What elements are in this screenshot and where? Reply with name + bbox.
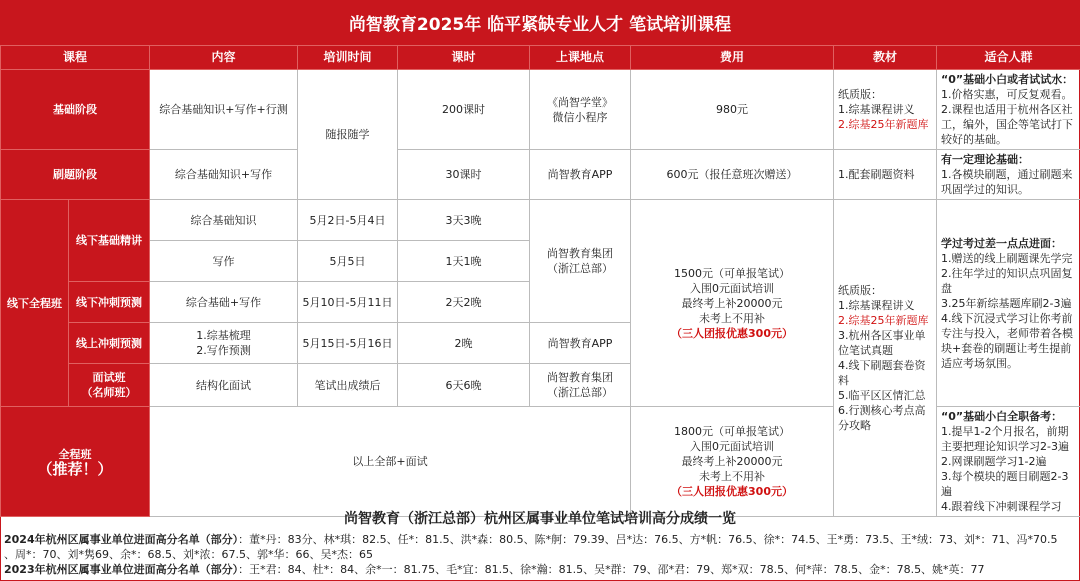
material-line: 纸质版： xyxy=(838,284,883,297)
material-line: 5.临平区区情汇总 xyxy=(838,389,926,402)
o1-content1: 综合基础知识 xyxy=(150,200,298,241)
offline-place-line1: 尚智教育集团 xyxy=(547,247,614,260)
drill-fee: 600元（报任意班次赠送） xyxy=(631,150,834,200)
audience-line: 2.课程也适用于杭州各区社工，编外，国企等笔试打下较好的基础。 xyxy=(941,103,1074,146)
o2-time: 5月10日-5月11日 xyxy=(298,282,398,323)
basic-fee: 980元 xyxy=(631,70,834,150)
header-audience: 适合人群 xyxy=(937,46,1080,70)
footer-line xyxy=(0,562,1080,577)
o2-hours: 2天2晚 xyxy=(398,282,530,323)
offline-fee xyxy=(631,200,834,407)
o4-time: 笔试出成绩后 xyxy=(298,364,398,407)
fee-discount: （三人团报优惠300元） xyxy=(671,485,793,498)
audience-drill xyxy=(937,150,1080,200)
page-title: 尚智教育2025年 临平紧缺专业人才 笔试培训课程 xyxy=(0,0,1080,45)
footer-title: 尚智教育（浙江总部）杭州区属事业单位笔试培训高分成绩一览 xyxy=(344,511,736,527)
header-material: 教材 xyxy=(834,46,937,70)
footer-line: 、周*：70、刘*隽69、余*：68.5、刘*浓：67.5、郭*华：66、吴*杰：65 xyxy=(4,548,373,561)
full-name2: （推荐！） xyxy=(37,459,113,478)
drill-material: 1.配套刷题资料 xyxy=(834,150,937,200)
audience-heading: “0”基础小白或者试试水： xyxy=(941,73,1074,86)
footer-text: ：王*君：84、杜*：84、余*一：81.75、毛*宜：81.5、徐*瀚：81.5、吴*群：79、邵*君：79、郑*双：78.5、何*萍：78.5、金*：78.5、姚*英：77 xyxy=(238,563,985,576)
offline-material xyxy=(834,200,937,517)
course-interview xyxy=(69,364,150,407)
header-time: 培训时间 xyxy=(298,46,398,70)
audience-line: 3.25年新综基题库刷2-3遍 xyxy=(941,296,1072,310)
audience-heading: “0”基础小白全职备考： xyxy=(941,410,1063,423)
audience-offline xyxy=(937,200,1080,407)
o1-hours2: 1天1晚 xyxy=(398,241,530,282)
course-offline-sprint: 线下冲刺预测 xyxy=(69,282,150,323)
fee-line: 最终考上补20000元 xyxy=(681,455,783,468)
material-line: 6.行测核心考点高分攻略 xyxy=(838,404,926,432)
material-line: 2.综基25年新题库 xyxy=(838,314,929,327)
footer-label: 2024年杭州区属事业单位进面高分名单（部分） xyxy=(4,533,239,546)
fee-line: 未考上不用补 xyxy=(699,470,766,483)
basic-material xyxy=(834,70,937,150)
fee-line: 1500元（可单报笔试） xyxy=(674,266,791,280)
interview-name2: （名师班） xyxy=(81,386,137,399)
audience-line: 4.跟着线下冲刺课程学习 xyxy=(941,500,1062,513)
audience-line: 1.赠送的线上刷题课先学完 xyxy=(941,251,1073,265)
fee-line: 1800元（可单报笔试） xyxy=(674,425,791,438)
header-fee: 费用 xyxy=(631,46,834,70)
footer-text: ：董*丹：83分、林*琪：82.5、任*：81.5、洪*森：80.5、陈*舸：79.39、吕*达：76.5、方*帆：76.5、徐*：74.5、王*勇：73.5、王*绒：73、刘*：71、冯*70.5 xyxy=(238,533,1058,546)
fee-line: 入围0元面试培训 xyxy=(690,281,775,295)
course-offline-group: 线下全程班 xyxy=(1,200,69,407)
course-drill: 刷题阶段 xyxy=(1,150,150,200)
o3-content-line2: 2.写作预测 xyxy=(196,344,251,357)
audience-line: 2.往年学过的知识点巩固复盘 xyxy=(941,266,1073,295)
o2-content: 综合基础+写作 xyxy=(150,282,298,323)
o4-content: 结构化面试 xyxy=(150,364,298,407)
fee-line: 最终考上补20000元 xyxy=(681,296,783,310)
audience-basic xyxy=(937,70,1080,150)
audience-heading: 学过考过差一点点进面： xyxy=(941,236,1063,250)
offline-place xyxy=(530,200,631,323)
basic-place-line2: 微信小程序 xyxy=(552,110,608,124)
material-line: 1.综基课程讲义 xyxy=(838,103,915,116)
audience-line: 2.网课刷题学习1-2遍 xyxy=(941,455,1047,468)
fee-discount: （三人团报优惠300元） xyxy=(671,326,793,340)
drill-place: 尚智教育APP xyxy=(530,150,631,200)
basic-place xyxy=(530,70,631,150)
audience-line: 3.每个模块的题目刷题2-3遍 xyxy=(941,470,1069,498)
o4-place xyxy=(530,364,631,407)
fee-line: 入围0元面试培训 xyxy=(690,440,775,453)
header-course: 课程 xyxy=(1,46,150,70)
drill-content: 综合基础知识+写作 xyxy=(150,150,298,200)
offline-place-line2: （浙江总部） xyxy=(547,262,614,275)
basic-content: 综合基础知识+写作+行测 xyxy=(150,70,298,150)
header-content: 内容 xyxy=(150,46,298,70)
o4-place-line2: （浙江总部） xyxy=(547,386,614,399)
full-name1: 全程班 xyxy=(58,447,92,461)
footer-line xyxy=(0,532,1080,547)
o3-content xyxy=(150,323,298,364)
course-offline-basic: 线下基础精讲 xyxy=(69,200,150,282)
o4-hours: 6天6晚 xyxy=(398,364,530,407)
o1-hours1: 3天3晚 xyxy=(398,200,530,241)
material-line: 1.综基课程讲义 xyxy=(838,299,915,312)
header-place: 上课地点 xyxy=(530,46,631,70)
material-line: 纸质版： xyxy=(838,88,883,101)
full-content: 以上全部+面试 xyxy=(150,407,631,517)
audience-line: 1.价格实惠，可反复观看。 xyxy=(941,88,1073,101)
audience-line: 4.线下沉浸式学习让你考前专注与投入，老师带着各模块+套卷的刷题让考生提前适应考场氛围。 xyxy=(941,311,1074,370)
o1-time2: 5月5日 xyxy=(298,241,398,282)
interview-name1: 面试班 xyxy=(92,371,126,384)
o3-content-line1: 1.综基梳理 xyxy=(196,329,251,342)
audience-line: 1.各模块刷题，通过刷题来巩固学过的知识。 xyxy=(941,168,1073,196)
basic-hours: 200课时 xyxy=(398,70,530,150)
o3-time: 5月15日-5月16日 xyxy=(298,323,398,364)
material-line: 2.综基25年新题库 xyxy=(838,118,929,131)
course-basic: 基础阶段 xyxy=(1,70,150,150)
header-hours: 课时 xyxy=(398,46,530,70)
o3-place: 尚智教育APP xyxy=(530,323,631,364)
material-line: 3.杭州各区事业单位笔试真题 xyxy=(838,329,926,357)
course-online-sprint: 线上冲刺预测 xyxy=(69,323,150,364)
o1-content2: 写作 xyxy=(150,241,298,282)
o3-hours: 2晚 xyxy=(398,323,530,364)
basic-time: 随报随学 xyxy=(298,70,398,200)
o1-time1: 5月2日-5月4日 xyxy=(298,200,398,241)
course-table xyxy=(0,45,1080,517)
footer-label: 2023年杭州区属事业单位进面高分名单（部分） xyxy=(4,563,239,576)
o4-place-line1: 尚智教育集团 xyxy=(547,371,614,384)
drill-hours: 30课时 xyxy=(398,150,530,200)
footer xyxy=(0,495,1080,581)
audience-line: 1.提早1-2个月报名，前期主要把理论知识学习2-3遍 xyxy=(941,425,1069,453)
fee-line: 未考上不用补 xyxy=(699,311,766,325)
material-line: 4.线下刷题套卷资料 xyxy=(838,359,926,387)
basic-place-line1: 《尚智学堂》 xyxy=(547,95,614,109)
audience-heading: 有一定理论基础： xyxy=(941,153,1030,166)
